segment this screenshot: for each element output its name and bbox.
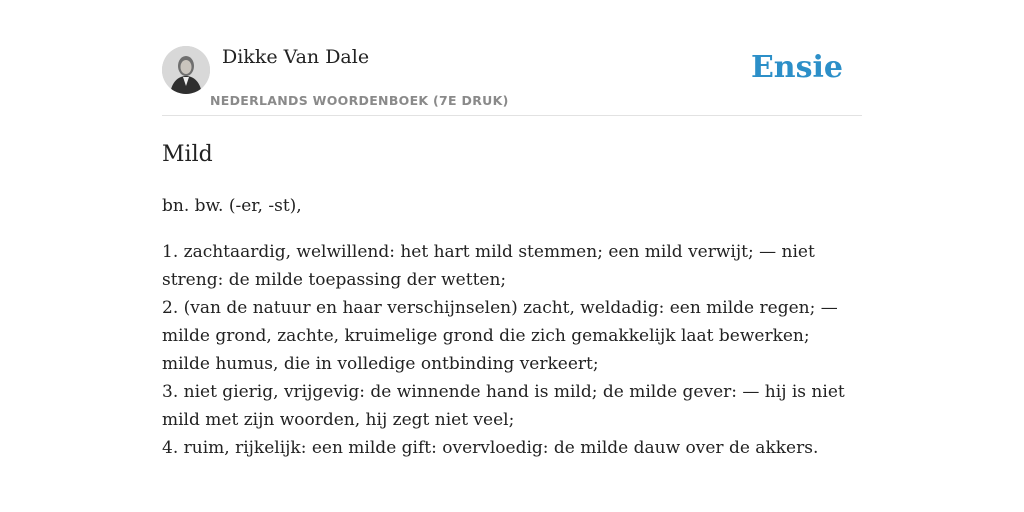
ensie-logo[interactable]: Ensie <box>750 50 843 85</box>
author-portrait-icon <box>162 46 210 94</box>
definition-item: 1. zachtaardig, welwillend: het hart mild stemmen; een mild verwijt; — niet streng: de milde toepassing der wetten; <box>162 242 815 290</box>
entry-title: Mild <box>162 142 213 167</box>
entry-header <box>162 44 862 116</box>
author-avatar[interactable] <box>162 46 210 94</box>
definition-item: 3. niet gierig, vrijgevig: de winnende hand is mild; de milde gever: — hij is niet mild met zijn woorden, hij zegt niet veel; <box>162 382 845 430</box>
author-name[interactable]: Dikke Van Dale <box>222 46 370 68</box>
definition-item: 4. ruim, rijkelijk: een milde gift: overvloedig: de milde dauw over de akkers. <box>162 438 819 458</box>
dictionary-source[interactable]: NEDERLANDS WOORDENBOEK (7E DRUK) <box>210 93 509 108</box>
grammar-info: bn. bw. (-er, -st), <box>162 196 302 216</box>
definition-item: 2. (van de natuur en haar verschijnselen) zacht, weldadig: een milde regen; — milde grond, zachte, kruimelige grond die zich gemakkelijk laat bewerken; milde humus, die in volledige ontbinding verkeert; <box>162 298 838 374</box>
entry-card <box>162 44 862 462</box>
definition-list <box>162 238 862 462</box>
